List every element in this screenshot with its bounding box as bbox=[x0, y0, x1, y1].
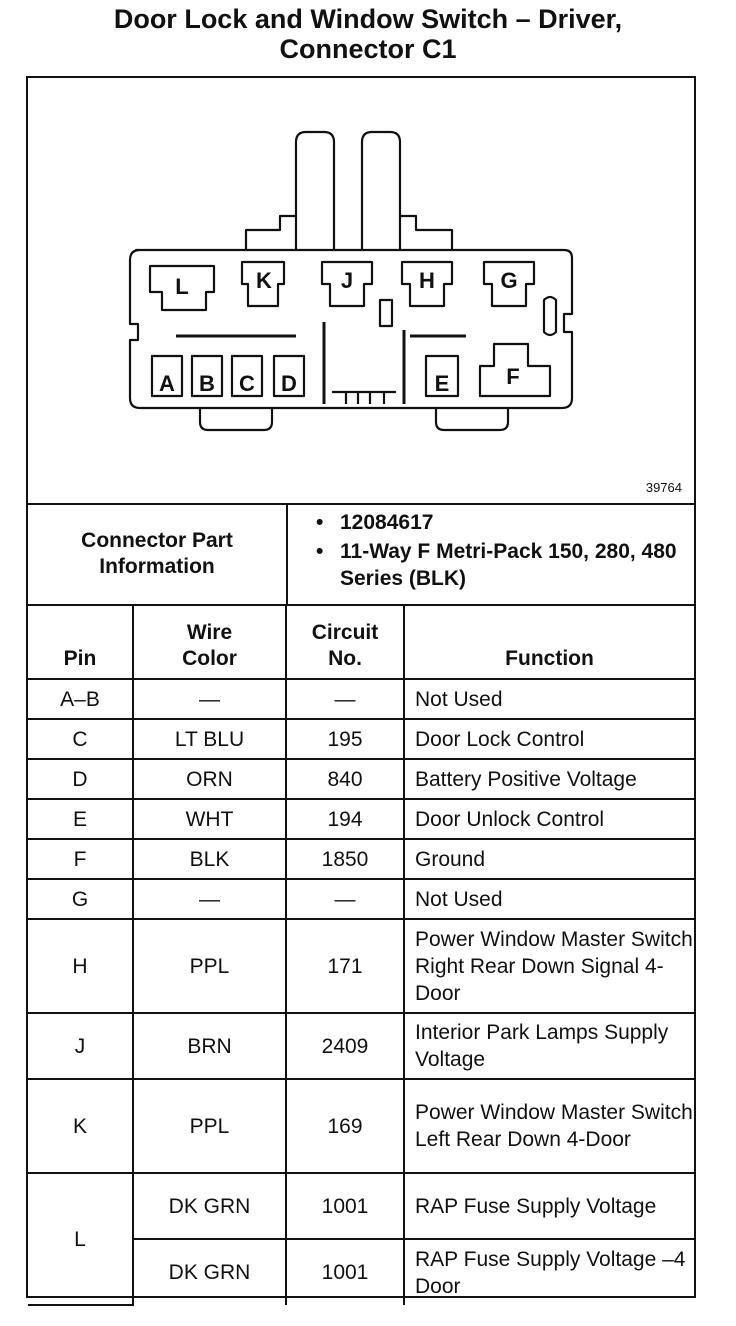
cell-function: Power Window Master Switch Right Rear Down Signal 4-Door bbox=[404, 919, 694, 1013]
cell-wire-color: PPL bbox=[133, 1079, 286, 1173]
cell-function: Door Lock Control bbox=[404, 719, 694, 759]
cell-wire-color: PPL bbox=[133, 919, 286, 1013]
cell-circuit: 1850 bbox=[286, 839, 404, 879]
table-row bbox=[28, 839, 694, 879]
cell-function: Not Used bbox=[404, 679, 694, 719]
pin-table bbox=[28, 604, 694, 1306]
cell-wire-color: WHT bbox=[133, 799, 286, 839]
cell-pin: L bbox=[28, 1173, 133, 1305]
table-row bbox=[28, 679, 694, 719]
pin-label-F: F bbox=[506, 364, 520, 389]
pin-label-A: A bbox=[159, 371, 175, 396]
title-line-2: Connector C1 bbox=[279, 34, 457, 64]
table-row bbox=[28, 1079, 694, 1173]
pin-label-H: H bbox=[419, 268, 435, 293]
connector-info-label bbox=[28, 503, 288, 604]
table-row bbox=[28, 799, 694, 839]
cell-function: Ground bbox=[404, 839, 694, 879]
table-row bbox=[28, 759, 694, 799]
connector-info-section bbox=[28, 503, 694, 606]
cell-pin: G bbox=[28, 879, 133, 919]
cell-function: Battery Positive Voltage bbox=[404, 759, 694, 799]
cell-function: RAP Fuse Supply Voltage –4 Door bbox=[404, 1239, 694, 1305]
cell-circuit: 169 bbox=[286, 1079, 404, 1173]
cell-wire-color: DK GRN bbox=[133, 1173, 286, 1239]
cell-function: Power Window Master Switch Left Rear Down 4-Door bbox=[404, 1079, 694, 1173]
table-header-row bbox=[28, 605, 694, 679]
cell-pin: K bbox=[28, 1079, 133, 1173]
connector-part-number: • 12084617 bbox=[316, 509, 694, 536]
header-wire-color bbox=[133, 605, 286, 679]
header-circuit bbox=[286, 605, 404, 679]
cell-circuit: 2409 bbox=[286, 1013, 404, 1079]
cell-circuit: 1001 bbox=[286, 1239, 404, 1305]
header-wire-color-line-2: Color bbox=[182, 647, 237, 670]
header-pin: Pin bbox=[28, 605, 133, 679]
cell-wire-color: BRN bbox=[133, 1013, 286, 1079]
cell-function: RAP Fuse Supply Voltage bbox=[404, 1173, 694, 1239]
cell-wire-color: — bbox=[133, 679, 286, 719]
table-row bbox=[28, 879, 694, 919]
cell-function: Not Used bbox=[404, 879, 694, 919]
header-circuit-line-1: Circuit bbox=[311, 621, 379, 644]
page-title bbox=[0, 4, 736, 64]
connector-info-list bbox=[288, 503, 694, 604]
cell-pin: E bbox=[28, 799, 133, 839]
connector-diagram bbox=[28, 78, 694, 505]
cell-function: Interior Park Lamps Supply Voltage bbox=[404, 1013, 694, 1079]
table-row bbox=[28, 719, 694, 759]
header-wire-color-line-1: Wire bbox=[186, 621, 233, 644]
cell-pin: C bbox=[28, 719, 133, 759]
pin-label-C: C bbox=[239, 371, 255, 396]
cell-circuit: 1001 bbox=[286, 1173, 404, 1239]
table-row bbox=[28, 919, 694, 1013]
table-row bbox=[28, 1173, 694, 1239]
cell-pin: A–B bbox=[28, 679, 133, 719]
cell-wire-color: ORN bbox=[133, 759, 286, 799]
connector-info-label-line-1: Connector Part bbox=[81, 528, 233, 552]
connector-face-drawing bbox=[28, 78, 694, 503]
header-circuit-line-2: No. bbox=[328, 647, 362, 670]
pin-label-B: B bbox=[199, 371, 215, 396]
cell-wire-color: — bbox=[133, 879, 286, 919]
cell-circuit: 840 bbox=[286, 759, 404, 799]
pin-label-G: G bbox=[500, 268, 518, 293]
cell-circuit: 171 bbox=[286, 919, 404, 1013]
cell-circuit: — bbox=[286, 879, 404, 919]
cell-circuit: 194 bbox=[286, 799, 404, 839]
cell-pin: D bbox=[28, 759, 133, 799]
cell-wire-color: DK GRN bbox=[133, 1239, 286, 1305]
pin-label-L: L bbox=[175, 274, 189, 299]
figure-number: 39764 bbox=[645, 480, 682, 495]
table-row bbox=[28, 1013, 694, 1079]
cell-pin: F bbox=[28, 839, 133, 879]
cell-circuit: — bbox=[286, 679, 404, 719]
pin-label-E: E bbox=[434, 371, 450, 396]
title-line-1: Door Lock and Window Switch – Driver, bbox=[113, 4, 623, 34]
cell-function: Door Unlock Control bbox=[404, 799, 694, 839]
connector-description: • 11-Way F Metri-Pack 150, 280, 480 Series (BLK) bbox=[316, 538, 694, 592]
cell-pin: H bbox=[28, 919, 133, 1013]
cell-wire-color: LT BLU bbox=[133, 719, 286, 759]
header-function: Function bbox=[404, 605, 694, 679]
cell-pin: J bbox=[28, 1013, 133, 1079]
pin-label-D: D bbox=[281, 371, 297, 396]
connector-frame bbox=[26, 76, 696, 1298]
connector-info-label-line-2: Information bbox=[99, 554, 215, 578]
cell-wire-color: BLK bbox=[133, 839, 286, 879]
pin-label-J: J bbox=[340, 268, 354, 293]
pin-label-K: K bbox=[256, 268, 272, 293]
cell-circuit: 195 bbox=[286, 719, 404, 759]
